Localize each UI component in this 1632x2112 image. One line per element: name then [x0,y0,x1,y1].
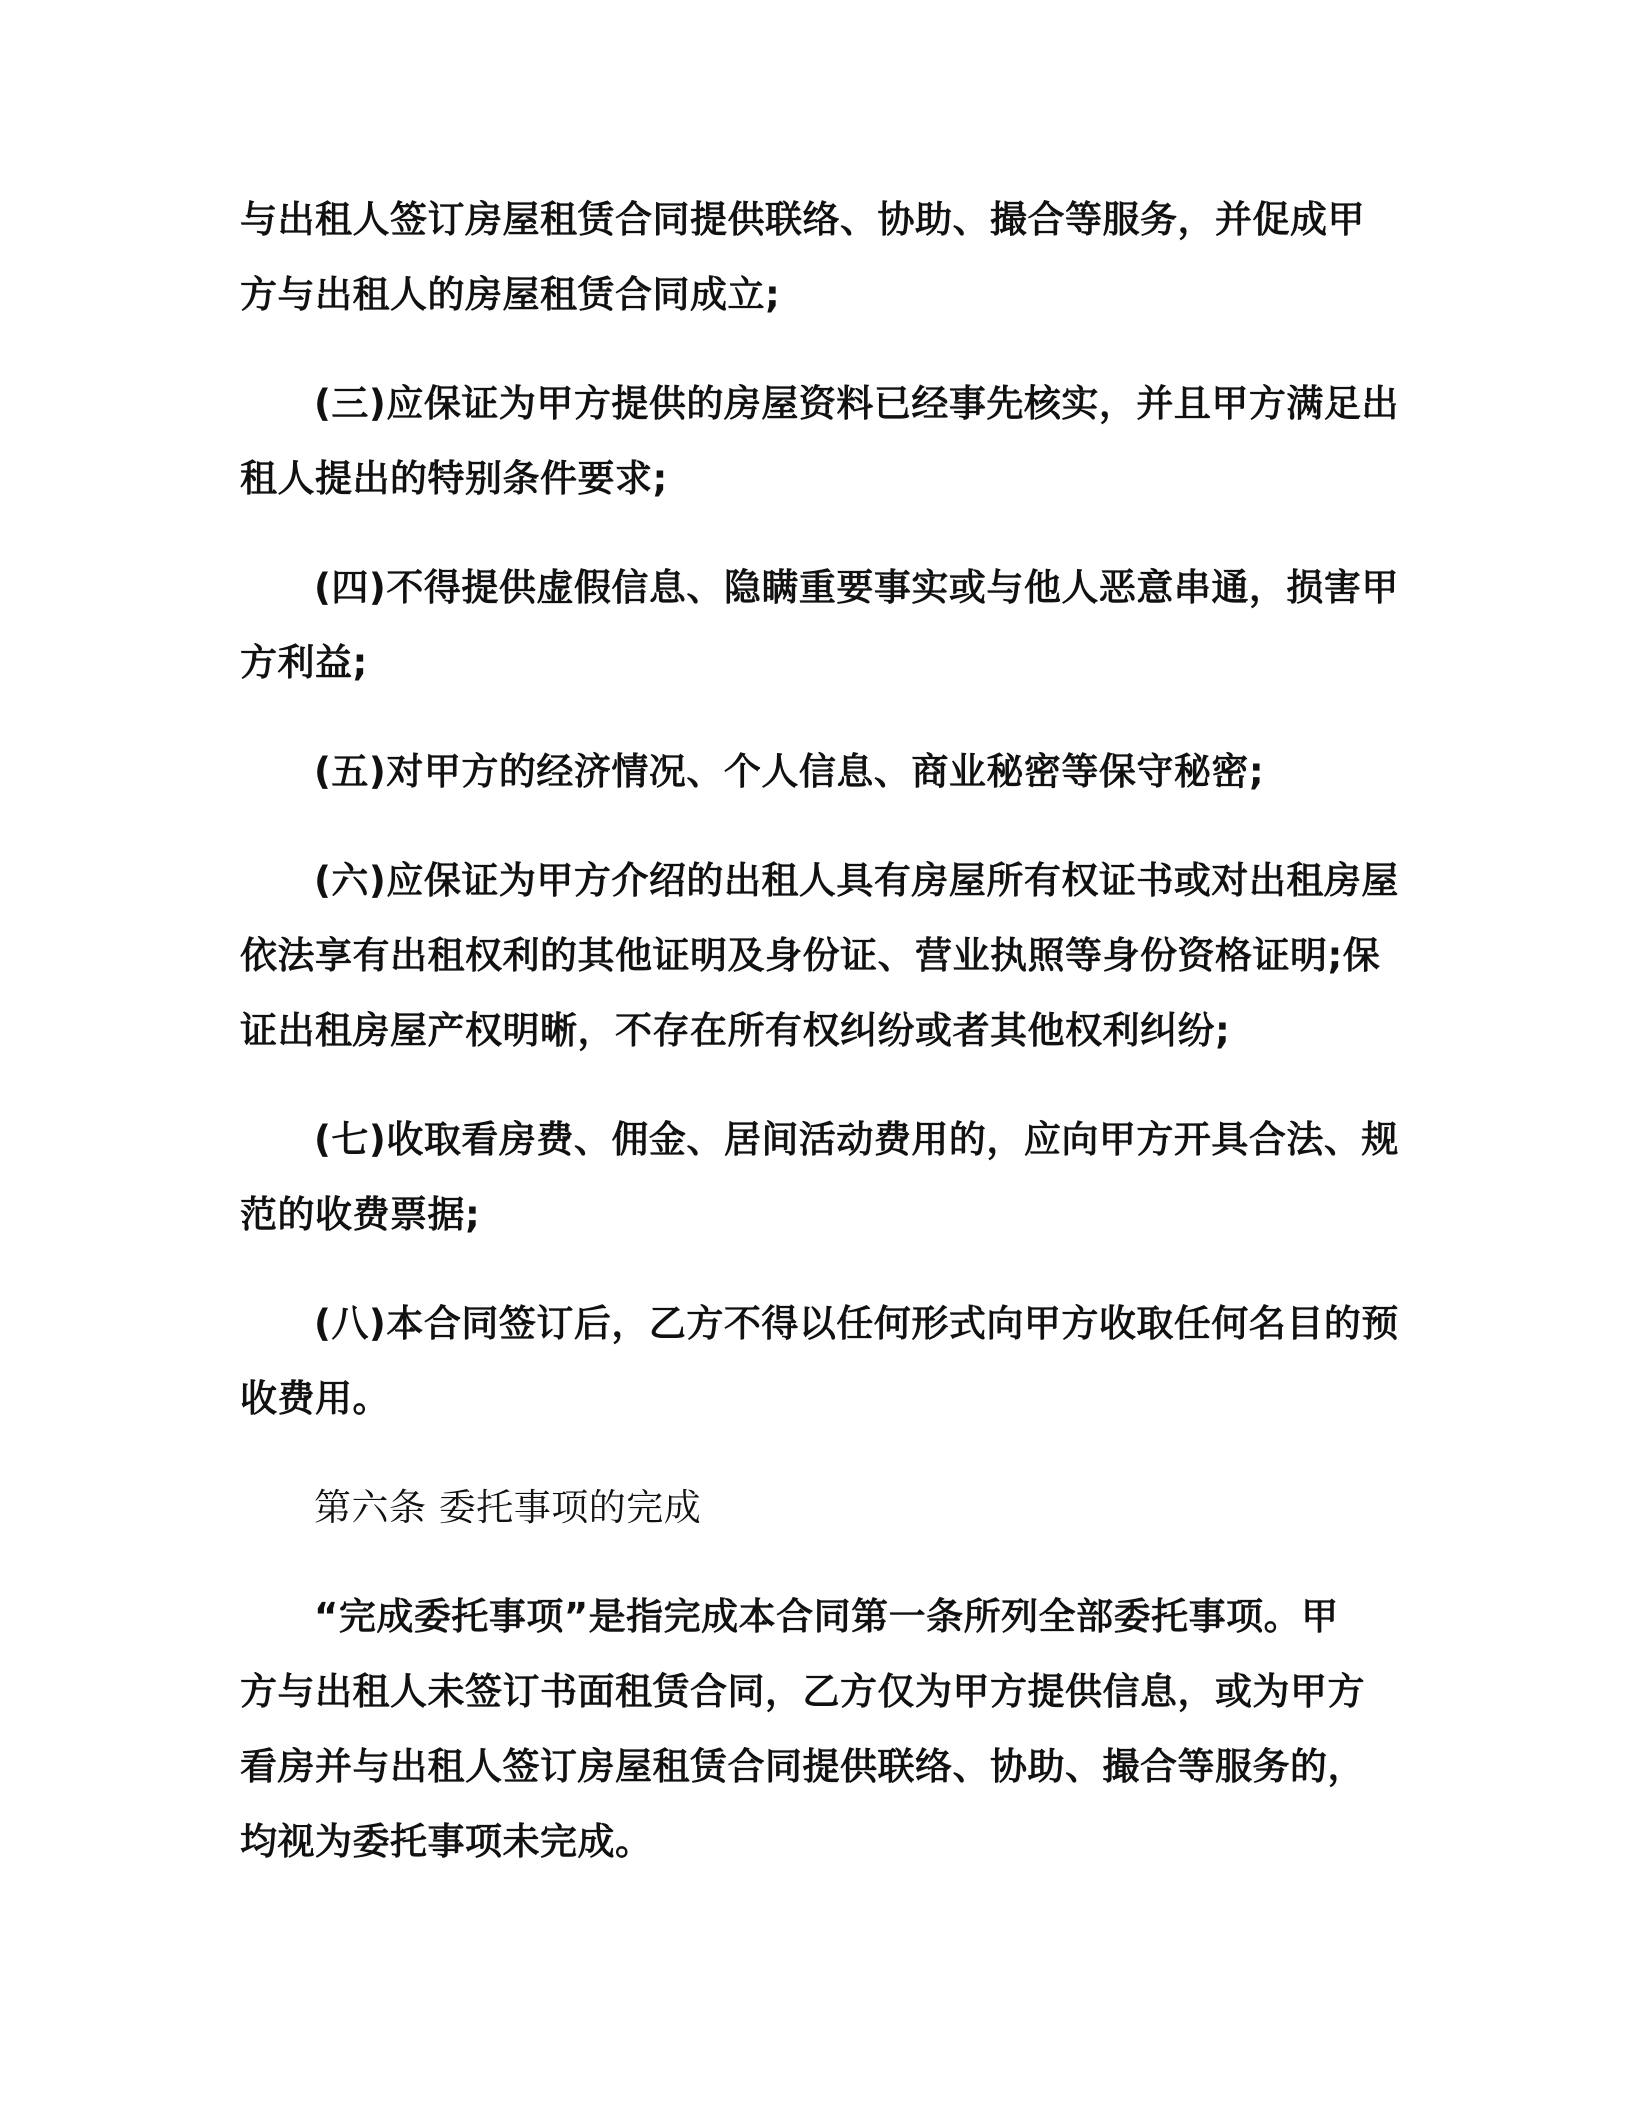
text-line: (五)对甲方的经济情况、个人信息、商业秘密等保守秘密; [314,750,1265,793]
text-line: 看房并与出租人签订房屋租赁合同提供联络、协助、撮合等服务的， [240,1745,1365,1788]
document-body [240,182,1399,1913]
text-line: (四)不得提供虚假信息、隐瞒重要事实或与他人恶意串通，损害甲 [314,566,1399,609]
paragraph-item-6 [240,843,1399,1068]
text-line: 均视为委托事项未完成。 [240,1820,653,1863]
text-line: 范的收费票据; [240,1193,481,1236]
text-line: (三)应保证为甲方提供的房屋资料已经事先核实，并且甲方满足出 [314,382,1399,425]
text-line: (八)本合同签订后，乙方不得以任何形式向甲方收取任何名目的预 [314,1302,1399,1345]
text-line: 方利益; [240,641,368,684]
paragraph-item-3 [240,366,1399,516]
paragraph-article-6-body [240,1579,1390,1879]
paragraph-item-5 [240,734,1390,809]
text-line: 第六条 委托事项的完成 [314,1486,702,1529]
paragraph-item-8 [240,1286,1399,1436]
text-line: (七)收取看房费、佣金、居间活动费用的，应向甲方开具合法、规 [314,1118,1399,1161]
text-line: 方与出租人的房屋租赁合同成立; [240,273,781,316]
text-line: 与出租人签订房屋租赁合同提供联络、协助、撮合等服务，并促成甲 [240,198,1365,241]
paragraph-item-4 [240,550,1399,700]
text-line: “完成委托事项”是指完成本合同第一条所列全部委托事项。甲 [314,1595,1339,1638]
article-6-heading [240,1470,1390,1545]
paragraph-continuation [240,182,1390,332]
text-line: 证出租房屋产权明晰，不存在所有权纠纷或者其他权利纠纷; [240,1009,1231,1052]
text-line: 依法享有出租权利的其他证明及身份证、营业执照等身份资格证明;保 [240,934,1381,977]
text-line: 收费用。 [240,1377,390,1420]
paragraph-item-7 [240,1102,1399,1252]
text-line: (六)应保证为甲方介绍的出租人具有房屋所有权证书或对出租房屋 [314,859,1399,902]
text-line: 方与出租人未签订书面租赁合同，乙方仅为甲方提供信息，或为甲方 [240,1670,1365,1713]
text-line: 租人提出的特别条件要求; [240,457,668,500]
